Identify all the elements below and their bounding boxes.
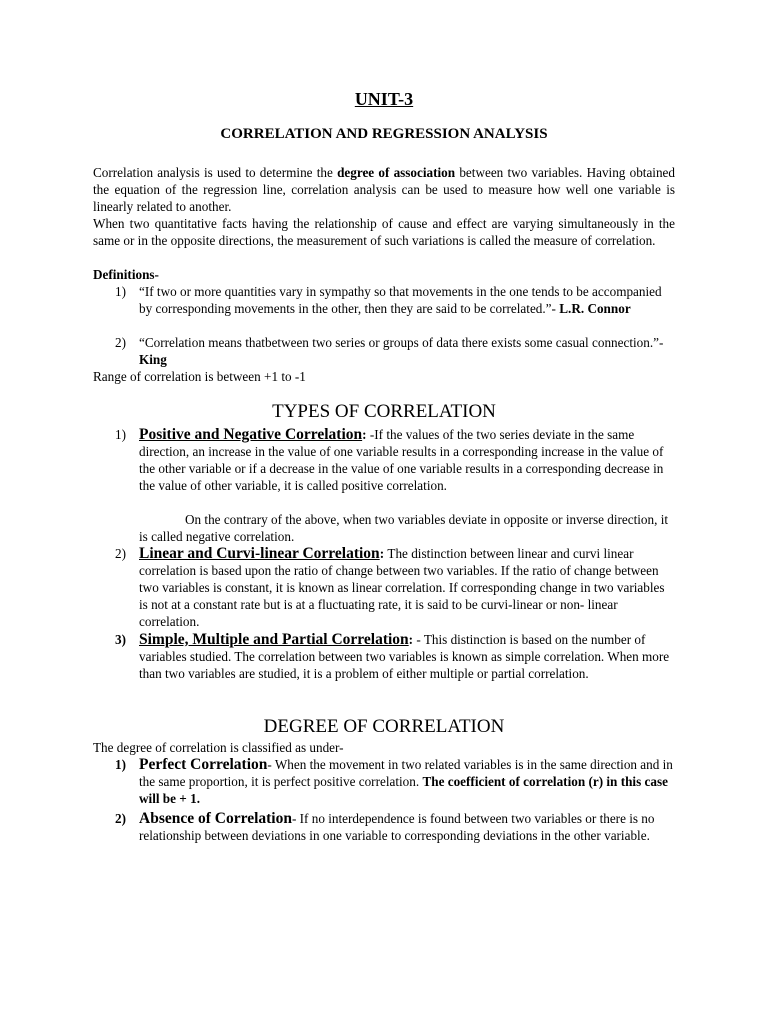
type-sep-3: : xyxy=(408,632,417,647)
range-text: Range of correlation is between +1 to -1 xyxy=(93,369,306,384)
type-text-3: - This distinction is based on the number of variables studied. The correlation between two variables is known as simple correlation. When more than two variables are studied, it is a problem of either multiple or partial correlation. xyxy=(139,632,670,681)
type-sep-1: : xyxy=(362,427,370,442)
type-text-2: The distinction between linear and curvi linear correlation is based upon the ratio of change between two variables. If the ratio of change between two variables is constant, it is known as linear correlation. If corresponding change in two variables is not at a constant rate but is at a fluctuating rate, it is said to be curvi-linear or non- linear correlation. xyxy=(139,546,665,629)
degree-item-1 xyxy=(115,756,674,807)
definition-number-2: 2) xyxy=(115,335,126,350)
intro-paragraph-2: When two quantitative facts having the relationship of cause and effect are varying simultaneously in the same or in the opposite directions, the measurement of such variations is called the measure of correlation. xyxy=(93,216,675,248)
unit-title: UNIT-3 xyxy=(354,89,414,109)
type-item-1-contrary xyxy=(139,511,674,545)
intro-text-1: Correlation analysis is used to determine the xyxy=(93,165,338,180)
main-heading: CORRELATION AND REGRESSION ANALYSIS xyxy=(220,126,548,142)
type-lead-1: Positive and Negative Correlation xyxy=(139,426,363,443)
definition-item-1 xyxy=(115,283,674,317)
intro-text-2: between two variables. Having obtained the equation of the regression line, correlation analysis can be used to measure how well one variable is linearly related to another. xyxy=(93,165,676,214)
degree-bold-text-1: The coefficient of correlation (r) in this case will be + 1. xyxy=(139,774,668,806)
degree-text-2: - If no interdependence is found between two variables or there is no relationship between deviations in one variable to corresponding deviations in the other variable. xyxy=(139,811,655,843)
definitions-label: Definitions- xyxy=(93,267,159,282)
definition-text-2: “Correlation means thatbetween two series or groups of data there exists some casual connection.”- xyxy=(139,335,664,350)
type-item-3 xyxy=(115,631,674,682)
type-lead-2: Linear and Curvi-linear Correlation xyxy=(139,545,380,562)
type-text-1: -If the values of the two series deviate in the same direction, an increase in the value of one variable results in a corresponding increase in the value of the other variable or if a decrease in the value of one variable results in a corresponding decrease in the value of other variable, it is called positive correlation. xyxy=(139,427,664,493)
types-heading: TYPES OF CORRELATION xyxy=(272,401,496,422)
type-number-3: 3) xyxy=(115,632,126,647)
definition-author-1: L.R. Connor xyxy=(559,301,631,316)
degree-number-1: 1) xyxy=(115,757,126,772)
type-sep-2: : xyxy=(379,546,388,561)
definition-number-1: 1) xyxy=(115,284,126,299)
type-number-1: 1) xyxy=(115,427,126,442)
degree-text-1: - When the movement in two related variables is in the same direction and in the same proportion, it is perfect positive correlation. xyxy=(139,757,673,789)
degree-lead-2: Absence of Correlation xyxy=(139,810,292,827)
type-item-1 xyxy=(115,426,674,494)
degree-number-2: 2) xyxy=(115,811,126,826)
intro-bold-term: degree of association xyxy=(337,165,456,180)
type-item-2 xyxy=(115,545,674,630)
type-lead-3: Simple, Multiple and Partial Correlation xyxy=(139,631,409,648)
definition-author-2: King xyxy=(139,352,167,367)
definition-text-1: “If two or more quantities vary in sympathy so that movements in the one tends to be accompanied by corresponding movements in the other, then they are said to be correlated.”- xyxy=(139,284,662,316)
degree-item-2 xyxy=(115,810,674,844)
degree-lead-1: Perfect Correlation xyxy=(139,756,268,773)
definition-item-2 xyxy=(115,334,674,368)
type-number-2: 2) xyxy=(115,546,126,561)
degree-intro: The degree of correlation is classified as under- xyxy=(93,740,344,755)
type-contrary-text: On the contrary of the above, when two variables deviate in opposite or inverse direction, it is called negative correlation. xyxy=(139,512,669,544)
degree-heading: DEGREE OF CORRELATION xyxy=(263,716,505,737)
intro-paragraph-1 xyxy=(93,164,675,215)
